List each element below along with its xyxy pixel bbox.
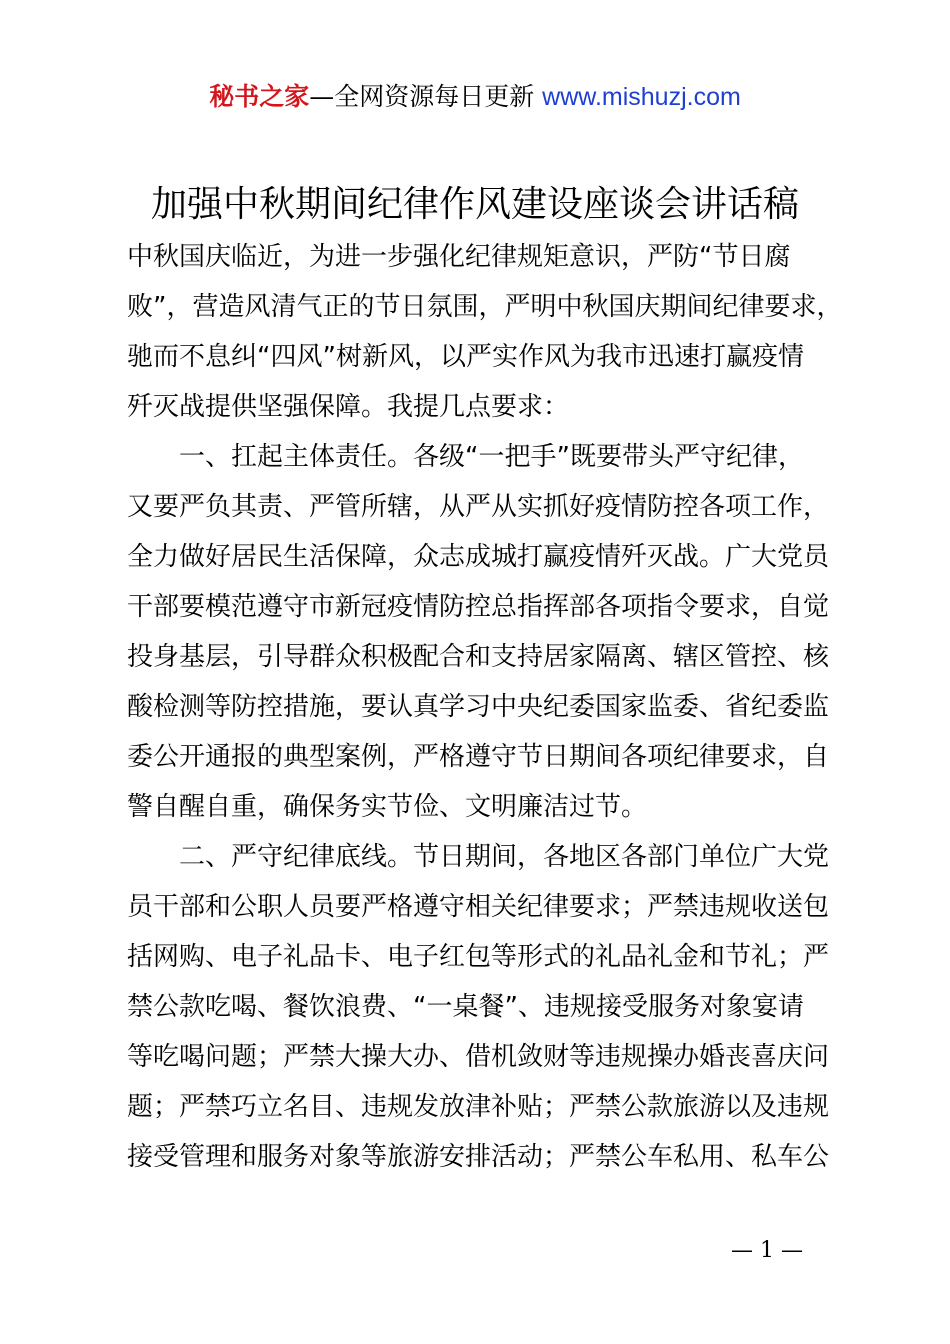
text-line: 败”，营造风清气正的节日氛围，严明中秋国庆期间纪律要求， <box>127 292 843 322</box>
site-url[interactable]: www.mishuzj.com <box>542 83 741 111</box>
text-line: 括网购、电子礼品卡、电子红包等形式的礼品礼金和节礼；严 <box>127 942 830 972</box>
paragraph <box>127 232 843 432</box>
document-title: 加强中秋期间纪律作风建设座谈会讲话稿 <box>150 184 799 225</box>
document-body <box>127 232 843 1182</box>
text-line: 投身基层，引导群众积极配合和支持居家隔离、辖区管控、核 <box>127 642 830 672</box>
tagline: —全网资源每日更新 <box>309 82 543 111</box>
text-line: 警自醒自重，确保务实节俭、文明廉洁过节。 <box>127 792 648 822</box>
site-header <box>0 80 950 114</box>
text-line: 题；严禁巧立名目、违规发放津补贴；严禁公款旅游以及违规 <box>127 1092 830 1122</box>
text-line: 中秋国庆临近，为进一步强化纪律规矩意识，严防“节日腐 <box>127 242 791 272</box>
paragraph <box>127 832 833 1182</box>
text-line: 员干部和公职人员要严格遵守相关纪律要求；严禁违规收送包 <box>127 892 830 922</box>
brand-name: 秘书之家 <box>209 82 310 111</box>
text-line: 干部要模范遵守市新冠疫情防控总指挥部各项指令要求，自觉 <box>127 592 830 622</box>
text-line: 一、扛起主体责任。各级“一把手”既要带头严守纪律， <box>127 442 804 472</box>
text-line: 委公开通报的典型案例，严格遵守节日期间各项纪律要求，自 <box>127 742 830 772</box>
text-line: 又要严负其责、严管所辖，从严从实抓好疫情防控各项工作， <box>127 492 830 522</box>
text-line: 二、严守纪律底线。节日期间，各地区各部门单位广大党 <box>127 842 830 872</box>
text-line: 接受管理和服务对象等旅游安排活动；严禁公车私用、私车公 <box>127 1142 830 1172</box>
text-line: 等吃喝问题；严禁大操大办、借机敛财等违规操办婚丧喜庆问 <box>127 1042 830 1072</box>
text-line: 歼灭战提供坚强保障。我提几点要求： <box>127 392 570 422</box>
text-line: 禁公款吃喝、餐饮浪费、“一桌餐”、违规接受服务对象宴请 <box>127 992 804 1022</box>
page-number: — 1 — <box>731 1238 803 1263</box>
text-line: 酸检测等防控措施，要认真学习中央纪委国家监委、省纪委监 <box>127 692 830 722</box>
text-line: 驰而不息纠“四风”树新风，以严实作风为我市迅速打赢疫情 <box>127 342 804 372</box>
text-line: 全力做好居民生活保障，众志成城打赢疫情歼灭战。广大党员 <box>127 542 830 572</box>
paragraph <box>127 432 833 832</box>
